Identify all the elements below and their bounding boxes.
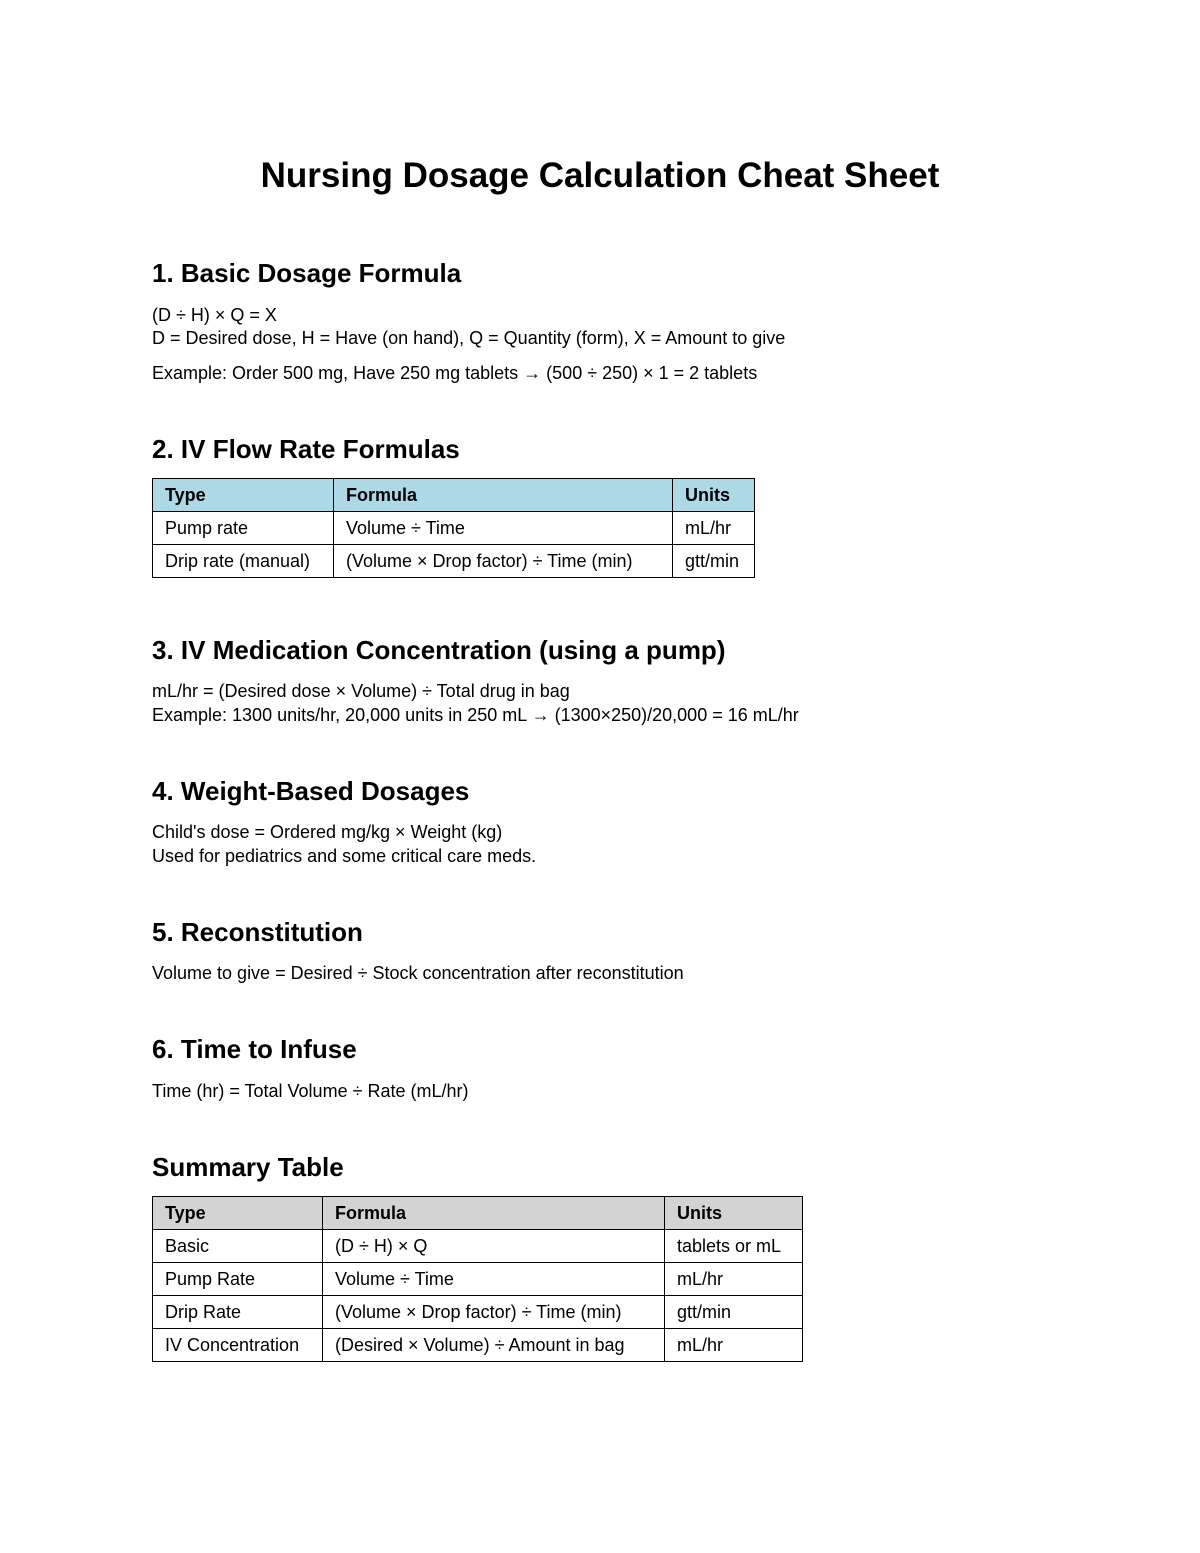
table-cell: mL/hr — [665, 1329, 803, 1362]
section-heading-summary: Summary Table — [152, 1152, 344, 1182]
section-heading-basic-dosage: 1. Basic Dosage Formula — [152, 258, 462, 288]
table-cell: Drip rate (manual) — [153, 545, 334, 578]
reconstitution-formula: Volume to give = Desired ÷ Stock concentration after reconstitution — [152, 963, 684, 983]
basic-example: Example: Order 500 mg, Have 250 mg tablets → (500 ÷ 250) × 1 = 2 tablets — [152, 363, 758, 383]
iv-concentration-example: Example: 1300 units/hr, 20,000 units in 250 mL → (1300×250)/20,000 = 16 mL/hr — [152, 705, 799, 725]
weight-based-note: Used for pediatrics and some critical care meds. — [152, 846, 537, 866]
table-cell: mL/hr — [665, 1263, 803, 1296]
table-header-row — [153, 1197, 803, 1230]
basic-legend: D = Desired dose, H = Have (on hand), Q = Quantity (form), X = Amount to give — [152, 328, 786, 348]
table-cell: gtt/min — [673, 545, 755, 578]
table-row — [153, 1296, 803, 1329]
section-heading-time-to-infuse: 6. Time to Infuse — [152, 1034, 357, 1064]
basic-formula: (D ÷ H) × Q = X — [152, 305, 277, 325]
table-header-row — [153, 479, 755, 512]
table-cell: mL/hr — [673, 512, 755, 545]
table-row — [153, 1263, 803, 1296]
table-cell: Volume ÷ Time — [334, 512, 673, 545]
table-cell: Pump Rate — [153, 1263, 323, 1296]
section-heading-iv-flow: 2. IV Flow Rate Formulas — [152, 434, 460, 464]
summary-table — [152, 1196, 803, 1362]
section-heading-reconstitution: 5. Reconstitution — [152, 917, 363, 947]
table-cell: tablets or mL — [665, 1230, 803, 1263]
section-heading-iv-concentration: 3. IV Medication Concentration (using a pump) — [152, 635, 726, 665]
table-row — [153, 512, 755, 545]
table-row — [153, 1329, 803, 1362]
column-header-units: Units — [673, 479, 755, 512]
table-cell: Drip Rate — [153, 1296, 323, 1329]
section-heading-weight-based: 4. Weight-Based Dosages — [152, 776, 470, 806]
table-cell: IV Concentration — [153, 1329, 323, 1362]
table-cell: (Desired × Volume) ÷ Amount in bag — [323, 1329, 665, 1362]
iv-concentration-formula: mL/hr = (Desired dose × Volume) ÷ Total drug in bag — [152, 681, 570, 701]
table-cell: (Volume × Drop factor) ÷ Time (min) — [334, 545, 673, 578]
table-cell: (Volume × Drop factor) ÷ Time (min) — [323, 1296, 665, 1329]
iv-flow-table — [152, 478, 755, 578]
table-cell: Pump rate — [153, 512, 334, 545]
table-row — [153, 1230, 803, 1263]
weight-based-formula: Child's dose = Ordered mg/kg × Weight (kg) — [152, 822, 503, 842]
table-cell: gtt/min — [665, 1296, 803, 1329]
column-header-type: Type — [153, 479, 334, 512]
time-to-infuse-formula: Time (hr) = Total Volume ÷ Rate (mL/hr) — [152, 1081, 469, 1101]
column-header-units: Units — [665, 1197, 803, 1230]
table-cell: (D ÷ H) × Q — [323, 1230, 665, 1263]
page-title: Nursing Dosage Calculation Cheat Sheet — [260, 156, 940, 195]
table-cell: Basic — [153, 1230, 323, 1263]
column-header-formula: Formula — [334, 479, 673, 512]
column-header-type: Type — [153, 1197, 323, 1230]
table-row — [153, 545, 755, 578]
table-cell: Volume ÷ Time — [323, 1263, 665, 1296]
column-header-formula: Formula — [323, 1197, 665, 1230]
